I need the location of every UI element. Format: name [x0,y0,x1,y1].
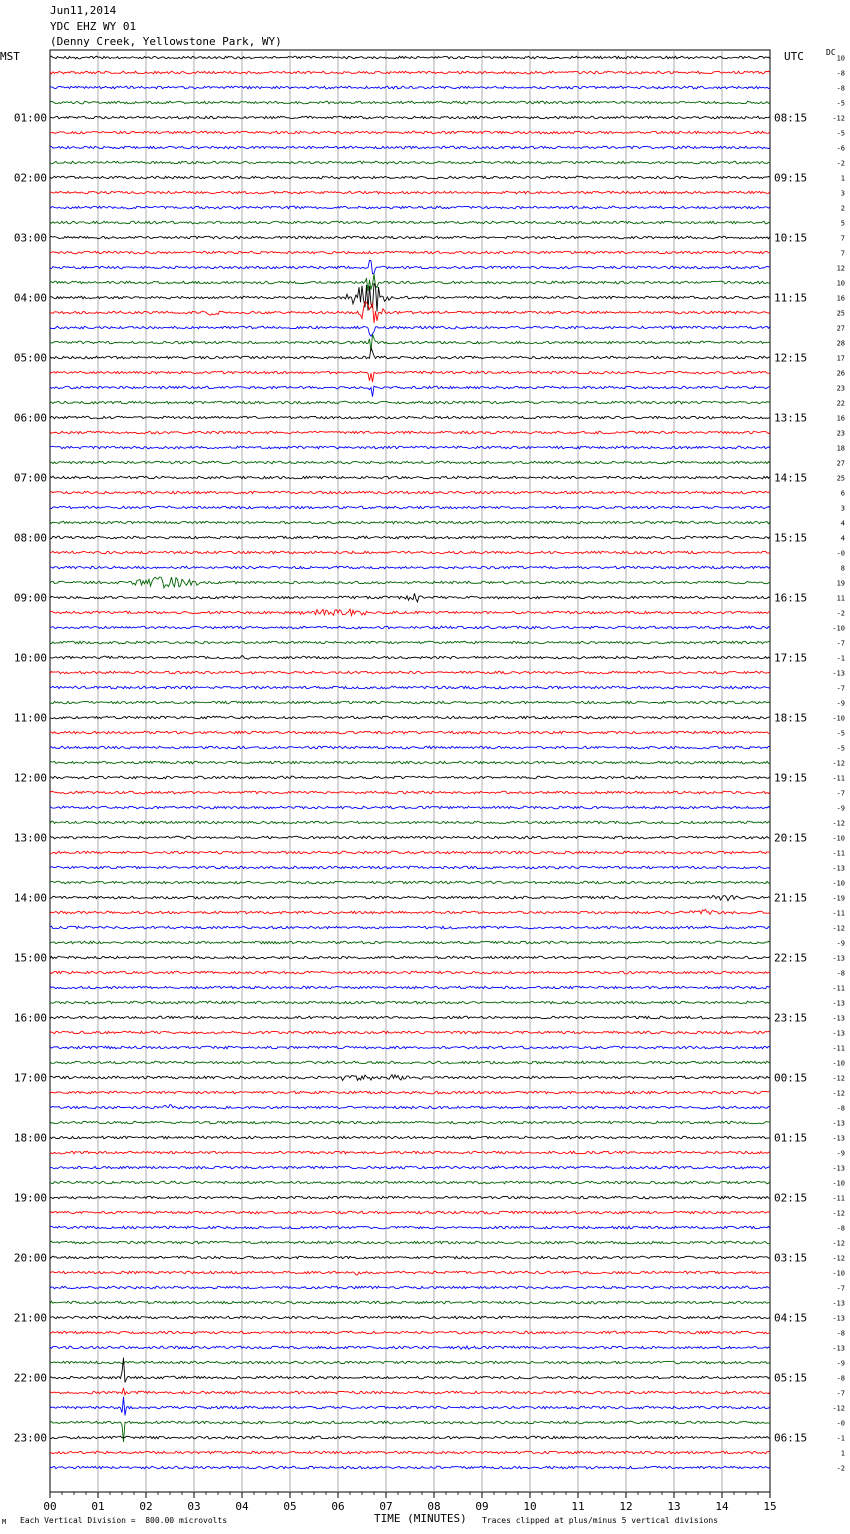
seismic-trace [50,686,770,689]
dc-offset-label: -0 [836,549,845,558]
seismic-trace [50,386,770,397]
seismic-trace [50,551,770,554]
seismic-trace [50,909,770,914]
footer-clip-note: Traces clipped at plus/minus 5 vertical divisions [482,1516,719,1525]
dc-offset-label: -13 [832,864,845,873]
seismic-trace [50,577,770,588]
dc-offset-label: 22 [836,399,845,408]
seismic-trace [50,416,770,419]
hour-label-right: 15:15 [774,531,808,545]
seismic-trace [50,1105,770,1109]
seismic-trace [50,506,770,509]
dc-offset-label: 27 [836,324,845,333]
seismic-trace [50,1451,770,1454]
seismic-trace [50,1046,770,1049]
seismic-trace [50,941,770,944]
dc-offset-label: -8 [836,1104,845,1113]
hour-label-left: 16:00 [13,1011,47,1025]
seismic-trace [50,236,770,239]
seismic-trace [50,446,770,449]
seismic-trace [50,283,770,311]
hour-label-left: 07:00 [13,471,47,485]
dc-offset-label: 5 [840,219,845,228]
seismic-trace [50,593,770,602]
seismic-trace [50,536,770,539]
dc-offset-label: -11 [832,909,845,918]
seismic-trace [50,655,770,659]
hour-label-left: 09:00 [13,591,47,605]
hour-label-left: 22:00 [13,1371,47,1385]
hour-label-right: 00:15 [774,1071,808,1085]
dc-offset-label: 4 [840,519,845,528]
dc-offset-label: -13 [832,1119,845,1128]
hour-label-right: 13:15 [774,411,808,425]
dc-offset-label: -13 [832,1314,845,1323]
x-tick-label: 05 [283,1500,297,1513]
hour-label-left: 19:00 [13,1191,47,1205]
hour-label-left: 23:00 [13,1431,47,1445]
dc-offset-label: 2 [840,204,845,213]
seismic-trace [50,176,770,179]
dc-offset-label: 8 [840,564,845,573]
plot-frame [50,50,770,1492]
seismic-trace [50,851,770,854]
seismic-trace [50,1196,770,1199]
x-tick-label: 06 [331,1500,345,1513]
seismic-trace [50,836,770,839]
dc-offset-label: -12 [832,924,845,933]
hour-label-left: 08:00 [13,531,47,545]
dc-offset-label: -9 [836,804,845,813]
hour-label-left: 02:00 [13,171,47,185]
seismic-trace [50,1061,770,1064]
seismic-trace [50,986,770,989]
x-tick-label: 08 [427,1500,441,1513]
dc-offset-label: -8 [836,84,845,93]
dc-offset-label: -7 [836,1284,845,1293]
dc-offset-label: -12 [832,114,845,123]
hour-label-right: 11:15 [774,291,808,305]
dc-offset-label: 26 [836,369,845,378]
dc-offset-label: -5 [836,129,845,138]
x-tick-label: 00 [43,1500,57,1513]
seismic-trace [50,1211,770,1214]
seismic-trace [50,701,770,704]
hour-label-left: 06:00 [13,411,47,425]
seismic-trace [50,521,770,524]
hour-label-left: 05:00 [13,351,47,365]
hour-label-left: 13:00 [13,831,47,845]
seismic-trace [50,1031,770,1034]
dc-offset-label: -12 [832,1254,845,1263]
dc-offset-label: -13 [832,669,845,678]
footer-mark: M [2,1518,7,1526]
seismic-trace [50,776,770,779]
dc-offset-label: 19 [836,579,845,588]
dc-offset-label: 16 [836,294,845,303]
x-tick-label: 10 [523,1500,537,1513]
seismic-trace [50,641,770,644]
dc-offset-label: -12 [832,1404,845,1413]
dc-offset-label: -11 [832,1194,845,1203]
seismic-trace [50,161,770,164]
dc-offset-label: 1 [840,1449,845,1458]
seismic-trace [50,1181,770,1184]
hour-label-right: 12:15 [774,351,808,365]
seismic-trace [50,1346,770,1349]
dc-offset-label: -7 [836,1389,845,1398]
seismic-trace [50,56,770,59]
seismic-trace [50,746,770,749]
dc-offset-label: -2 [836,1464,845,1473]
dc-offset-label: -8 [836,969,845,978]
dc-offset-label: -8 [836,1374,845,1383]
dc-offset-label: 25 [836,474,845,483]
seismic-trace [50,101,770,104]
dc-offset-header: DC [826,48,836,57]
seismic-trace [50,671,770,674]
hour-label-left: 21:00 [13,1311,47,1325]
dc-offset-label: 10 [836,279,845,288]
dc-offset-label: -9 [836,699,845,708]
dc-offset-label: 4 [840,534,845,543]
x-tick-label: 01 [91,1500,105,1513]
dc-offset-label: -7 [836,684,845,693]
dc-offset-label: 28 [836,339,845,348]
x-tick-label: 03 [187,1500,201,1513]
hour-label-left: 12:00 [13,771,47,785]
dc-offset-label: -12 [832,1089,845,1098]
hour-label-right: 23:15 [774,1011,808,1025]
hour-label-right: 10:15 [774,231,808,245]
x-tick-label: 14 [715,1500,729,1513]
hour-label-right: 06:15 [774,1431,808,1445]
dc-offset-label: -5 [836,99,845,108]
seismic-trace [50,1166,770,1169]
right-timezone-label: UTC [784,50,804,63]
dc-offset-label: -12 [832,1209,845,1218]
seismic-trace [50,326,770,336]
dc-offset-label: 7 [840,234,845,243]
seismic-trace [50,191,770,194]
seismic-trace [50,821,770,824]
x-tick-label: 04 [235,1500,249,1513]
dc-offset-label: -13 [832,1299,845,1308]
dc-offset-label: -6 [836,144,845,153]
dc-offset-label: -9 [836,1359,845,1368]
hour-label-left: 04:00 [13,291,47,305]
seismic-trace [50,86,770,89]
dc-offset-label: 7 [840,249,845,258]
seismic-trace [50,971,770,974]
hour-label-right: 09:15 [774,171,808,185]
dc-offset-label: -8 [836,1224,845,1233]
seismic-trace [50,1151,770,1154]
x-tick-label: 07 [379,1500,393,1513]
seismic-trace [50,116,770,119]
footer-scale-note: Each Vertical Division = 800.00 microvolts [20,1516,228,1525]
dc-offset-label: -13 [832,954,845,963]
seismic-trace [50,1331,770,1334]
dc-offset-label: -12 [832,1074,845,1083]
dc-offset-label: -11 [832,984,845,993]
header-location: (Denny Creek, Yellowstone Park, WY) [50,35,282,48]
seismic-trace [50,791,770,794]
seismic-trace [50,1256,770,1259]
dc-offset-label: -13 [832,999,845,1008]
dc-offset-label: 11 [836,594,845,603]
dc-offset-label: -2 [836,609,845,618]
hour-label-right: 04:15 [774,1311,808,1325]
seismic-trace [50,1241,770,1244]
seismic-trace [50,251,770,254]
dc-offset-label: 25 [836,309,845,318]
hour-label-left: 18:00 [13,1131,47,1145]
dc-offset-label: 6 [840,489,845,498]
dc-offset-label: -11 [832,1044,845,1053]
seismic-trace [50,476,770,479]
seismic-trace [50,895,770,900]
seismic-trace [50,926,770,929]
dc-offset-label: -10 [832,1179,845,1188]
dc-offset-label: -7 [836,789,845,798]
seismic-trace [50,1271,770,1275]
dc-offset-label: -19 [832,894,845,903]
seismic-trace [50,221,770,224]
seismic-trace [50,348,770,359]
hour-label-right: 18:15 [774,711,808,725]
seismic-trace [50,1091,770,1094]
hour-label-left: 14:00 [13,891,47,905]
seismic-trace [50,1001,770,1004]
seismic-trace [50,146,770,149]
seismic-trace [50,401,770,404]
seismic-trace [50,274,770,291]
seismic-trace [50,1388,770,1395]
seismic-trace [50,206,770,209]
x-tick-label: 13 [667,1500,681,1513]
hour-label-left: 11:00 [13,711,47,725]
seismic-trace [50,1136,770,1139]
dc-offset-label: -11 [832,774,845,783]
dc-offset-label: -5 [836,729,845,738]
dc-offset-label: -10 [832,834,845,843]
seismic-trace [50,260,770,273]
dc-offset-label: -2 [836,159,845,168]
dc-offset-label: -9 [836,1149,845,1158]
x-tick-label: 15 [763,1500,777,1513]
x-tick-label: 09 [475,1500,489,1513]
seismic-trace [50,956,770,959]
seismic-trace [50,881,770,884]
hour-label-right: 22:15 [774,951,808,965]
x-tick-label: 12 [619,1500,633,1513]
dc-offset-label: 10 [836,54,845,63]
dc-offset-label: -13 [832,1029,845,1038]
header-date: Jun11,2014 [50,4,117,17]
seismic-trace [50,371,770,382]
hour-label-right: 21:15 [774,891,808,905]
hour-label-left: 20:00 [13,1251,47,1265]
dc-offset-label: -12 [832,759,845,768]
dc-offset-label: -10 [832,879,845,888]
seismic-trace [50,431,770,434]
dc-offset-label: 3 [840,189,845,198]
dc-offset-label: -9 [836,939,845,948]
seismic-trace [50,1016,770,1019]
left-timezone-label: MST [0,50,20,63]
seismic-trace [50,1121,770,1124]
seismic-trace [50,716,770,719]
dc-offset-label: -11 [832,849,845,858]
hour-label-right: 08:15 [774,111,808,125]
dc-offset-label: 1 [840,174,845,183]
seismic-trace [50,1397,770,1416]
hour-label-left: 10:00 [13,651,47,665]
dc-offset-label: -13 [832,1164,845,1173]
dc-offset-label: 23 [836,384,845,393]
dc-offset-label: -10 [832,624,845,633]
seismic-trace [50,1226,770,1229]
hour-label-right: 20:15 [774,831,808,845]
hour-label-right: 03:15 [774,1251,808,1265]
seismic-trace [50,806,770,809]
dc-offset-label: -12 [832,1239,845,1248]
dc-offset-label: 18 [836,444,845,453]
header-station: YDC EHZ WY 01 [50,20,137,33]
seismic-trace [50,1361,770,1364]
hour-label-right: 14:15 [774,471,808,485]
dc-offset-label: -10 [832,714,845,723]
dc-offset-label: 3 [840,504,845,513]
dc-offset-label: -7 [836,639,845,648]
x-tick-label: 02 [139,1500,153,1513]
x-axis-title: TIME (MINUTES) [374,1512,467,1525]
dc-offset-label: -8 [836,1329,845,1338]
dc-offset-label: 16 [836,414,845,423]
dc-offset-label: -10 [832,1059,845,1068]
x-tick-label: 11 [571,1500,585,1513]
seismic-trace [50,731,770,734]
hour-label-right: 02:15 [774,1191,808,1205]
seismic-trace [50,131,770,134]
hour-label-right: 17:15 [774,651,808,665]
dc-offset-label: -13 [832,1014,845,1023]
seismic-trace [50,609,770,615]
seismic-trace [50,1301,770,1304]
dc-offset-label: 27 [836,459,845,468]
dc-offset-label: -10 [832,1269,845,1278]
seismic-trace [50,1436,770,1439]
dc-offset-label: 12 [836,264,845,273]
hour-label-right: 05:15 [774,1371,808,1385]
dc-offset-label: 17 [836,354,845,363]
hour-label-left: 01:00 [13,111,47,125]
hour-label-left: 15:00 [13,951,47,965]
hour-label-right: 01:15 [774,1131,808,1145]
hour-label-right: 16:15 [774,591,808,605]
dc-offset-label: -13 [832,1344,845,1353]
seismic-trace [50,1075,770,1081]
hour-label-left: 03:00 [13,231,47,245]
seismic-trace [50,71,770,74]
hour-label-left: 17:00 [13,1071,47,1085]
dc-offset-label: -13 [832,1134,845,1143]
seismic-trace [50,566,770,569]
dc-offset-label: 23 [836,429,845,438]
dc-offset-label: -12 [832,819,845,828]
seismic-trace [50,866,770,869]
dc-offset-label: -5 [836,744,845,753]
dc-offset-label: -8 [836,69,845,78]
seismic-trace [50,1466,770,1469]
seismic-trace [50,1316,770,1319]
seismic-trace [50,491,770,494]
seismic-trace [50,302,770,323]
dc-offset-label: -1 [836,654,845,663]
hour-label-right: 19:15 [774,771,808,785]
dc-offset-label: -0 [836,1419,845,1428]
seismic-trace [50,1286,770,1289]
dc-offset-label: -1 [836,1434,845,1443]
seismic-trace [50,334,770,351]
seismic-trace [50,626,770,629]
seismic-trace [50,761,770,764]
seismic-trace [50,461,770,464]
